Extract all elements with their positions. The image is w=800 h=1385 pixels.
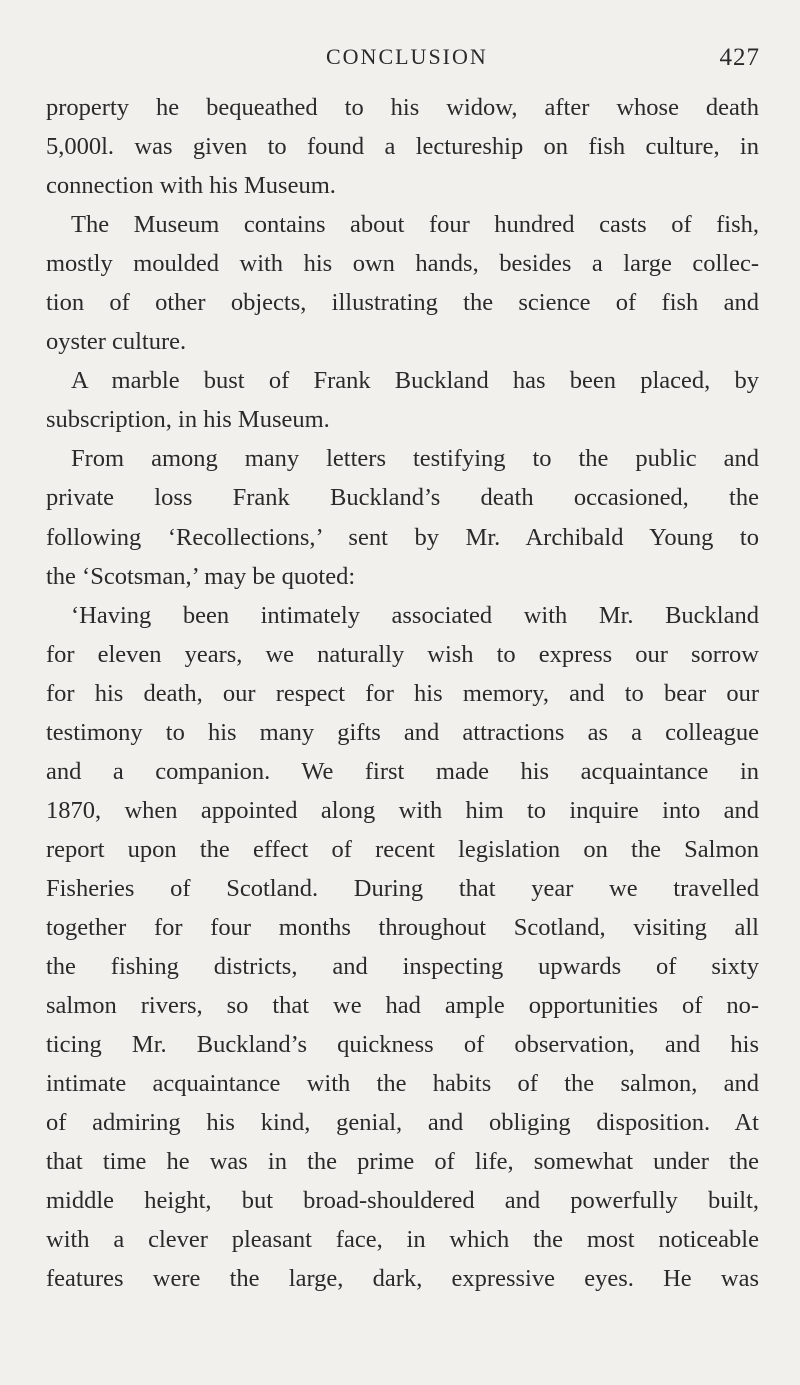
text-line: for eleven years, we naturally wish to express our sorrow [46, 640, 759, 668]
text-line: The Museum contains about four hundred casts of fish, [71, 211, 759, 239]
text-line: and a companion. We first made his acquaintance in [46, 757, 759, 785]
text-line: salmon rivers, so that we had ample opportunities of no- [46, 992, 759, 1020]
text-line: of admiring his kind, genial, and obliging disposition. At [46, 1109, 759, 1137]
page-number: 427 [719, 44, 760, 71]
text-line: Fisheries of Scotland. During that year we travelled [46, 874, 759, 902]
text-line: the ‘Scotsman,’ may be quoted: [46, 562, 356, 590]
body-text [46, 88, 759, 1298]
running-head: CONCLUSION [326, 44, 488, 69]
text-line: ‘Having been intimately associated with Mr. Buckland [71, 601, 759, 629]
text-line: testimony to his many gifts and attractions as a colleague [46, 718, 759, 746]
text-line: the fishing districts, and inspecting upwards of sixty [46, 953, 759, 981]
text-line: private loss Frank Buckland’s death occasioned, the [46, 484, 759, 512]
text-line: that time he was in the prime of life, somewhat under the [46, 1148, 759, 1176]
text-line: A marble bust of Frank Buckland has been placed, by [71, 367, 759, 395]
text-line: subscription, in his Museum. [46, 406, 330, 434]
text-line: 1870, when appointed along with him to inquire into and [46, 796, 759, 824]
text-line: property he bequeathed to his widow, after whose death [46, 94, 759, 121]
text-line: 5,000l. was given to found a lectureship on fish culture, in [46, 133, 759, 161]
page-header [0, 44, 800, 78]
text-line: with a clever pleasant face, in which the most noticeable [46, 1226, 759, 1254]
text-line: for his death, our respect for his memory, and to bear our [46, 679, 759, 707]
text-line: features were the large, dark, expressive eyes. He was [46, 1265, 759, 1293]
text-line: intimate acquaintance with the habits of the salmon, and [46, 1070, 759, 1098]
text-line: together for four months throughout Scotland, visiting all [46, 913, 759, 941]
text-line: tion of other objects, illustrating the science of fish and [46, 289, 759, 317]
text-line: following ‘Recollections,’ sent by Mr. Archibald Young to [46, 523, 759, 551]
text-line: mostly moulded with his own hands, besides a large collec- [46, 250, 759, 278]
text-line: report upon the effect of recent legislation on the Salmon [46, 835, 759, 863]
text-line: ticing Mr. Buckland’s quickness of observation, and his [46, 1031, 759, 1059]
text-line: connection with his Museum. [46, 172, 336, 200]
text-line: middle height, but broad-shouldered and powerfully built, [46, 1187, 759, 1215]
text-line: oyster culture. [46, 328, 187, 356]
text-line: From among many letters testifying to the public and [71, 445, 759, 473]
